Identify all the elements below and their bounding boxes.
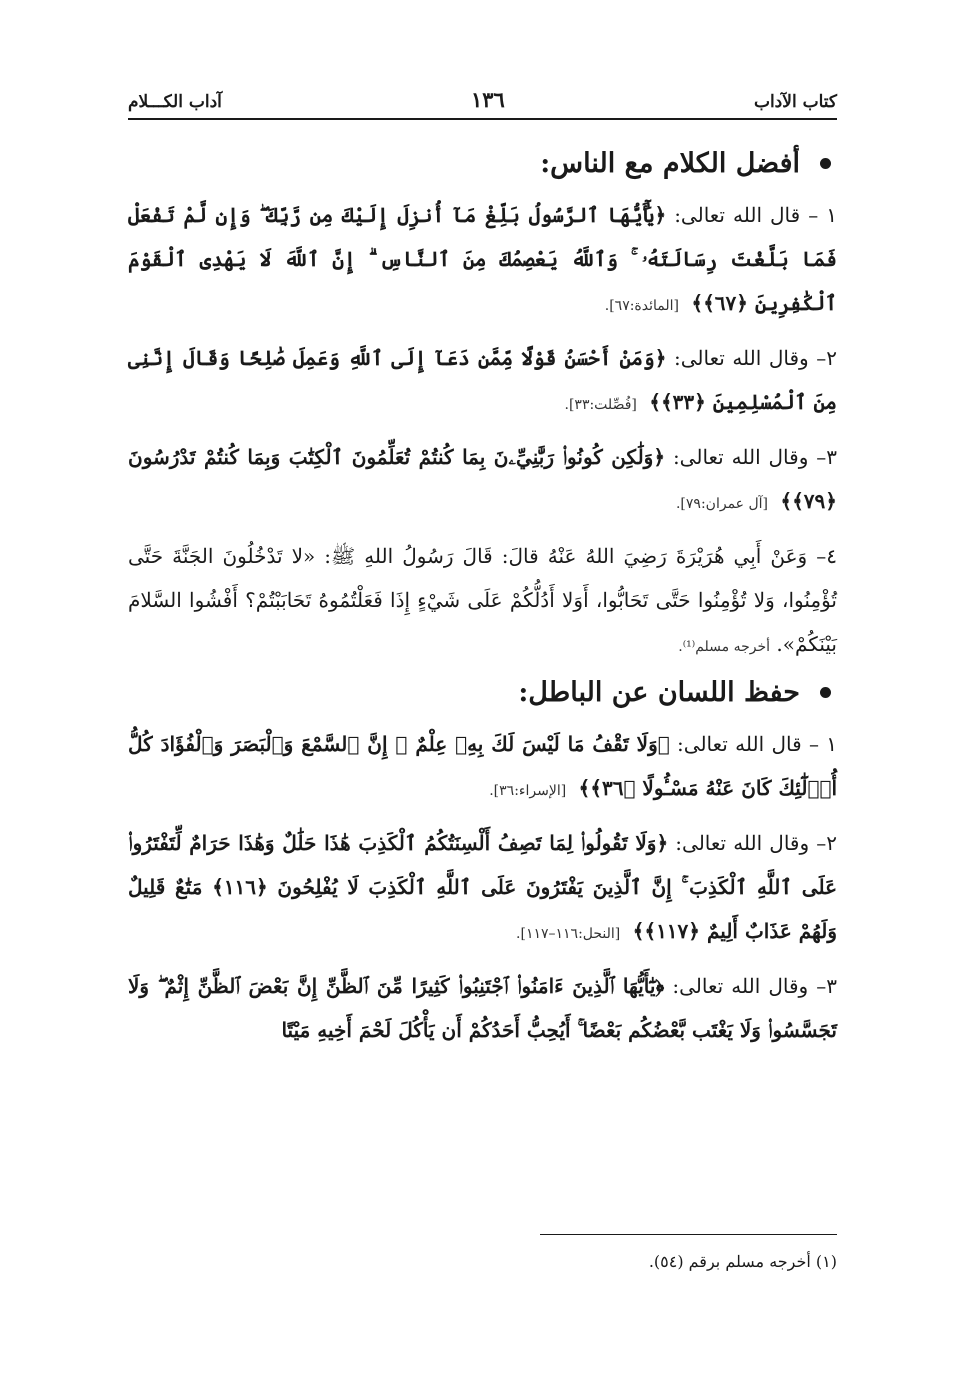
hadith-source: أخرجه مسلم⁽¹⁾. <box>678 639 771 655</box>
list-item <box>128 534 837 669</box>
item-intro: وقال الله تعالى: <box>672 974 809 998</box>
item-number: ٣– <box>816 445 837 469</box>
page-content <box>128 140 837 1060</box>
header-book-title: كتاب الآداب <box>753 92 837 112</box>
item-number: ٤– <box>816 544 837 568</box>
quran-verse: ﴿يَٰٓأَيُّهَا ٱلرَّسُولُ بَلِّغْ مَآ أُنزِلَ إِلَيْكَ مِن رَّبِّكَ ۖ وَإِن لَّمْ تَفْعَلْ فَمَا بَلَّغْتَ رِسَالَتَهُۥ ۚ وَٱللَّهُ يَعْصِمُكَ مِنَ ٱلنَّاسِ ۗ إِنَّ ٱللَّهَ لَا يَهْدِى ٱلْقَوْمَ ٱلْكَٰفِرِينَ ﴿٦٧﴾﴾ <box>128 203 837 315</box>
verse-reference: [المائدة:٦٧]. <box>604 298 679 314</box>
page-number: ١٣٦ <box>470 87 505 112</box>
section-title-text: حفظ اللسان عن الباطل: <box>518 677 800 708</box>
quran-verse: ﴿وَلَا تَقُولُوا۟ لِمَا تَصِفُ أَلْسِنَتُكُمُ ٱلْكَذِبَ هَٰذَا حَلَٰلٌ وَهَٰذَا حَرَامٌ لِّتَفْتَرُوا۟ عَلَى ٱللَّهِ ٱلْكَذِبَ ۚ إِنَّ ٱلَّذِينَ يَفْتَرُونَ عَلَى ٱللَّهِ ٱلْكَذِبَ لَا يُفْلِحُونَ ﴿١١٦﴾ مَتَٰعٌ قَلِيلٌ وَلَهُمْ عَذَابٌ أَلِيمٌ ﴿١١٧﴾﴾ <box>128 831 837 943</box>
header-chapter-title: آداب الكـــلام <box>128 92 222 112</box>
item-intro: وقال الله تعالى: <box>675 831 810 855</box>
verse-reference: [فُصِّلت:٣٣]. <box>564 397 637 413</box>
quran-verse: ﴿وَلَا تَقْفُ مَا لَيْسَ لَكَ بِهِۦ عِلْمٌ ۚ إِنَّ ٱلسَّمْعَ وَٱلْبَصَرَ وَٱلْفُؤَادَ كُلُّ أُو۟لَٰٓئِكَ كَانَ عَنْهُ مَسْـُٔولًا ﴿٣٦﴾﴾ <box>128 732 837 800</box>
section-title-guard-tongue <box>128 677 837 708</box>
item-intro: قال الله تعالى: <box>674 203 801 227</box>
page-header <box>128 82 837 120</box>
list-item <box>128 435 837 526</box>
item-number: ٣– <box>816 974 837 998</box>
section-title-best-speech <box>128 148 837 179</box>
verse-reference: [النحل:١١٦–١١٧]. <box>516 926 621 942</box>
verse-reference: [الإسراء:٣٦]. <box>489 783 567 799</box>
item-intro: قال الله تعالى: <box>677 732 802 756</box>
footnote: (١) أخرجه مسلم برقم (٥٤). <box>648 1252 837 1271</box>
quran-verse: ﴿وَمَنْ أَحْسَنُ قَوْلًا مِّمَّن دَعَآ إِلَى ٱللَّهِ وَعَمِلَ صَٰلِحًا وَقَالَ إِنَّنِى مِنَ ٱلْمُسْلِمِينَ ﴿٣٣﴾﴾ <box>128 346 837 414</box>
list-item <box>128 821 837 956</box>
bullet-icon <box>820 158 831 169</box>
item-number: ١ – <box>808 203 837 227</box>
bullet-icon <box>820 687 831 698</box>
item-intro: وقال الله تعالى: <box>672 445 809 469</box>
item-number: ٢– <box>816 346 837 370</box>
item-intro: وقال الله تعالى: <box>673 346 809 370</box>
quran-verse: ﴿يَٰٓأَيُّهَا ٱلَّذِينَ ءَامَنُوا۟ ٱجْتَنِبُوا۟ كَثِيرًا مِّنَ ٱلظَّنِّ إِنَّ بَعْضَ ٱلظَّنِّ إِثْمٌ ۖ وَلَا تَجَسَّسُوا۟ وَلَا يَغْتَب بَّعْضُكُم بَعْضًا ۚ أَيُحِبُّ أَحَدُكُمْ أَن يَأْكُلَ لَحْمَ أَخِيهِ مَيْتًا <box>128 974 837 1042</box>
footnote-divider <box>540 1234 837 1235</box>
item-number: ١ – <box>808 732 838 756</box>
list-item <box>128 722 837 813</box>
list-item <box>128 336 837 427</box>
hadith-text: وَعَنْ أَبِي هُرَيْرَةَ رَضِيَ اللهُ عَنْهُ قالَ: قَالَ رَسُولُ اللهِ ﷺ: «لا تَدْخُلُونَ الجَنَّةَ حَتَّى تُؤْمِنُوا، وَلا تُؤْمِنُوا حَتَّى تَحَابُّوا، أَوَلا أَدُلُّكُمْ عَلَى شَيْءٍ إِذَا فَعَلْتُمُوهُ تَحَابَبْتُمْ؟ أَفْشُوا السَّلامَ بَيْنَكُمْ». <box>128 544 837 656</box>
section-title-text: أفضل الكلام مع الناس: <box>540 148 800 179</box>
list-item <box>128 964 837 1052</box>
list-item <box>128 193 837 328</box>
item-number: ٢– <box>816 831 837 855</box>
verse-reference: [آل عمران:٧٩]. <box>675 496 768 512</box>
quran-verse: ﴿وَلَٰكِن كُونُوا۟ رَبَّٰنِيِّۦنَ بِمَا كُنتُمْ تُعَلِّمُونَ ٱلْكِتَٰبَ وَبِمَا كُنتُمْ تَدْرُسُونَ ﴿٧٩﴾﴾ <box>128 445 837 513</box>
